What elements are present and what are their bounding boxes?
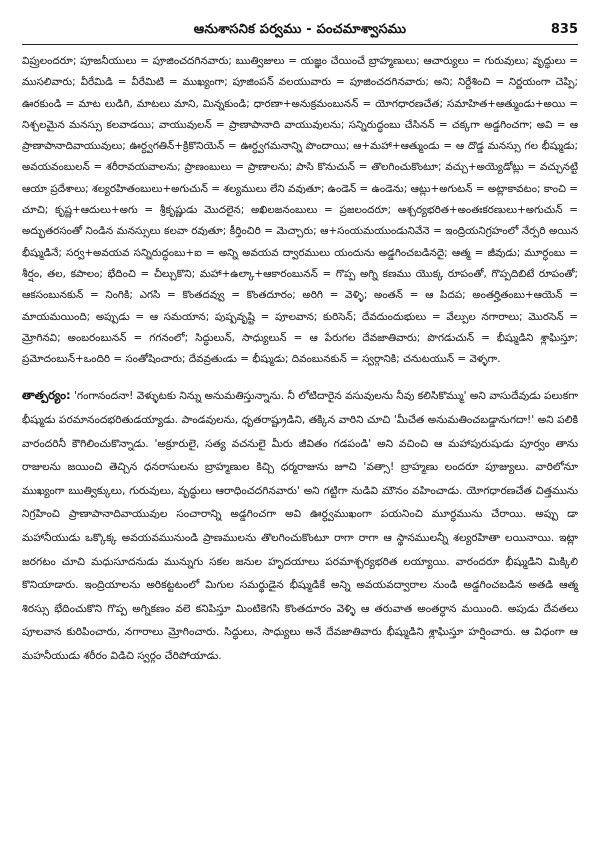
commentary-text: 'గంగానందనా! వెళ్ళుటకు నిన్ను అనుమతిస్తున్నాను. నీ లోటిదారైన వసువులను నీవు కలిసికొమ్ము' అని వాసుదేవుడు పలుకగా భీష్ముడు పరమానందభరితుడయ్యాడు. పాండవులను, ధృతరాష్ట్రుడిని, తక్కిన వారిని చూచి 'మీచేత అనుమతించబడ్డానుగదా!' అని పలికి వారందరినీ కౌగిలించుకొన్నాడు. 'అక్రూరులై, సత్య వచనులై మీరు జీవితం గడపండి' అని వచించి ఆ మహాపురుషుడు పూర్వం తాను రాజులను జయించి తెచ్చిన ధనరాసులను బ్రాహ్మణుల కిచ్చి ధర్మరాజును జూచి 'వత్సా! బ్రాహ్మణు లందరూ పూజ్యులు. వారిలోనూ ముఖ్యంగా ఋత్విక్కులు, గురువులు, వృద్ధులు ఆరాధించదగినవారు' అని గట్టిగా నుడివి మౌనం వహించాడు. యోగధారణచేత చిత్తమును నిగ్రహించి ప్రాణాపానాదివాయువుల సంచారాన్ని అడ్డగించగా అవి ఊర్ధ్వముఖంగా పయనించి మూర్ధమును చేరాయి. అప్పు డా మహానీయుడు ఒక్కొక్క అవయవమునుండి ప్రాణములను తొలగించుకొంటూ రాగా రాగా ఆ స్థానములన్నీ శల్యరహితా లయినాయి. ఇట్లా జరగటం చూచి మధుసూదనుడు మున్నుగు సకల జనుల హృదయాలు పరమాశ్చర్యభరిత లయ్యాయి. వారందరూ భీష్ముడిని మిక్కిలి కొనియాడారు. ఇంద్రియాలను అరికట్టటంలో మిగుల సమర్థుడైన భీష్ముడికే అన్ని అవయవద్వారాల నుండి అడ్డగించబడిన అతడి ఆత్మ శిరస్సు భేదించుకొని గొప్ప అగ్నికణం వలె కనిపిస్తూ మింటికెగసి కొంతదూరం వెళ్ళి ఆ తరువాత అంతర్ధాన మయింది. అపుడు దేవతలు పూలవాన కురిపించారు, నగారాలు మ్రోగించారు. సిద్ధులు, సాధ్యులు అనే దేవజాతివారు భీష్ముడిని శ్లాఘిస్తూ హర్షించారు. ఆ విధంగా ఆ మహనీయుడు శరీరం విడిచి స్వర్గం చేరిపోయాడు. xyxy=(22,390,579,662)
glossary-paragraph: విప్రులందరూ; పూజనీయులు = పూజించదగినవారు; ఋత్విజులు = యజ్ఞం చేయించే బ్రాహ్మణులు; ఆచార్యులు = గురువులు; వృద్ధులు = ముసలివారు; వీరేమిడి = వీరేమిటి = ముఖ్యంగా; పూజింపన్ వలయువారు = పూజించదగినవారు; అని; నిర్దేశించి = నిర్ణయంగా చెప్పి; ఊరకుండి = మాట లుడిగి, మాటలు మాని, మిన్నకుండి; ధారణా+అనుక్రమంబునన్ = యోగధారణచేత; సమాహిత+ఆత్ముండు+అయి = నిశ్చలమైన మనస్సు కలవాడయి; వాయువులన్ = ప్రాణాపానాది వాయువులను; సన్నిరుద్ధంబు చేసినన్ = చక్కగా అడ్డగించగా; అవి = ఆ ప్రాణాపానాదివాయువులు; ఊర్ధ్వగతిన్+క్రికొనియెన్ = ఊర్ధ్వగమనాన్ని పొందాయి; ఆ+మహా+ఆత్ముండు = ఆ దొడ్డ మనస్సు గల భీష్ముడు; అవయవంబులన్ = శరీరావయవాలను; ప్రాణంబులు = ప్రాణాలను; పాసి కొనుచున్ = తొలగించుకొంటూ; వచ్చు+అయ్యెడోట్లు = వచ్చునట్టి ఆయా ప్రదేశాలు; శల్యరహితంబులు+అగుచున్ = శల్యములు లేని వవుతూ; ఉండెన్ = ఉండెను; ఆట్లు+అగుటన్ = అట్లాకావటం; కాంచి = చూచి; కృష్ణ+ఆదులు+అగు = శ్రీకృష్ణుడు మొదలైన; అఖిలజనంబులు = ప్రజలందరూ; ఆశ్చర్యభరిత+అంతఃకరణులు+అగుచున్ = అద్భుతరసంతో నిండిన మనస్సులు కలవా రవుతూ; కీర్తించిరి = మెచ్చారు; ఆ+సంయమయుండునివేనె = ఇంద్రియనిగ్రహంలో నేర్పరి అయిన భీష్ముడినే; సర్వ+అవయవ సన్నిరుద్ధంబు+ఐ = అన్ని అవయవ ద్వారములు యందును అడ్డగించబడినదై; ఆత్మ = జీవుడు; మూర్ధంబు = శీర్షం, తల, కపాలం; భేదించి = చీల్చుకొని; మహా+ఉల్కా+ఆకారంబునన్ = గొప్ప అగ్ని కణము యొక్క రూపంతో, గొప్పదిబిటే రూపంతో; ఆకసంబునకున్ = నింగికి; ఎగసి = కొంతదవ్వు = కొంతదూరం; అరిగి = వెళ్ళి; అంతన్ = ఆ పిదప; అంతర్హితంబు+ఆయెన్ = మాయమయింది; అప్పుడు = ఆ సమయాన; పుష్పవృష్టి = పూలవాన; కురిసెన్; దేవదుందుభులు = వేల్పుల నగారాలు; మొరసెన్ = మ్రోగినవి; అంబరంబునన్ = గగనంలో; సిద్ధులున్, సాధ్యులున్ = ఆ పేరుగల దేవజాతివారు; పొగడుచున్ = భీష్ముడిని శ్లాఘిస్తూ; ప్రమోదంబున్+ఒందిరి = సంతోషించారు; దేవవ్రతుఁడు = భీష్ముడు; దివంబునకున్ = స్వర్గానికి; చనుటయున్ = వెళ్ళగా. xyxy=(22,55,578,366)
commentary-label: తాత్పర్యం: xyxy=(22,388,71,403)
header-title: ఆనుశాసనిక పర్వము - పంచమాశ్వాసము xyxy=(193,22,407,37)
commentary-section xyxy=(22,384,578,668)
page-number: 835 xyxy=(550,22,578,37)
page-header xyxy=(22,22,578,45)
